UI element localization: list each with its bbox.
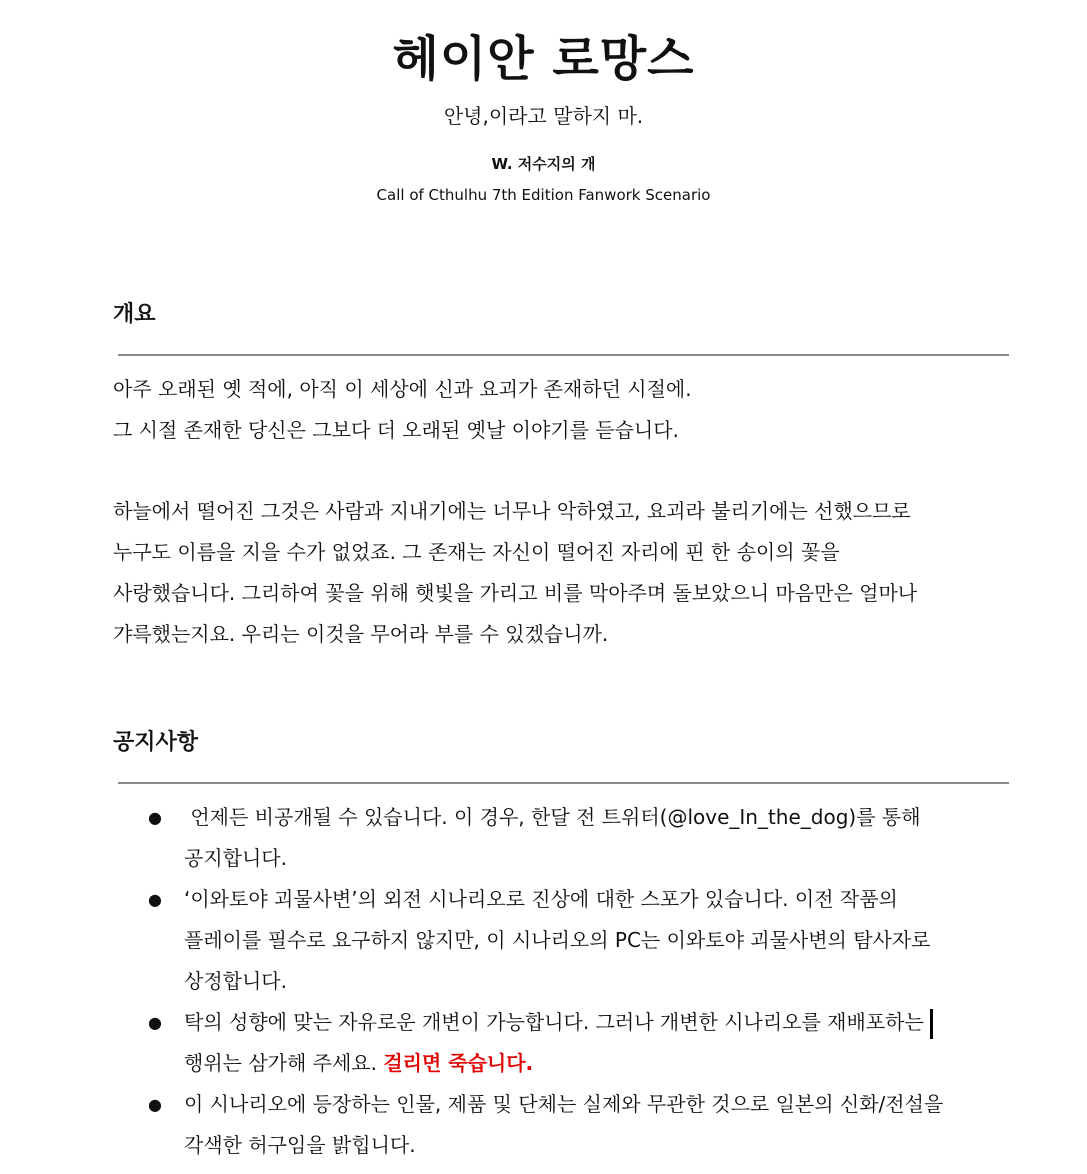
edition-label: Call of Cthulhu 7th Edition Fanwork Scenario [376,186,711,204]
bullet-icon: ● [148,890,162,909]
notice-item-3 [0,1002,1014,1084]
notices-heading: 공지사항 [113,730,199,755]
notice-2-line-1: ‘이와토야 괴물사변’의 외전 시나리오로 진상에 대한 스포가 있습니다. 이전 작품의 [184,887,898,911]
notice-3-line-1: 탁의 성향에 맞는 자유로운 개변이 가능합니다. 그러나 개변한 시나리오를 재배포하는 [184,1010,924,1034]
overview-p2-line-4: 갸륵했는지요. 우리는 이것을 무어라 부를 수 있겠습니까. [113,622,609,646]
notice-3-line-2: 행위는 삼가해 주세요. [184,1051,384,1075]
overview-heading: 개요 [113,302,156,327]
overview-p1-line-2: 그 시절 존재한 당신은 그보다 더 오래된 옛날 이야기를 듣습니다. [113,418,679,442]
bullet-icon: ● [148,1095,162,1114]
page-subtitle: 안녕,이라고 말하지 마. [443,104,644,128]
notice-4-line-2: 각색한 허구임을 밝힙니다. [184,1133,416,1157]
notice-1-line-2: 공지합니다. [184,846,287,870]
overview-p2-line-1: 하늘에서 떨어진 그것은 사람과 지내기에는 너무나 악하였고, 요괴라 불리기에는 선했으므로 [113,499,911,523]
overview-divider [118,354,1009,356]
author-credit: W. 저수지의 개 [491,155,596,173]
notice-2-line-2: 플레이를 필수로 요구하지 않지만, 이 시나리오의 PC는 이와토야 괴물사변의 탐사자로 [184,928,931,952]
text-cursor [930,1009,933,1039]
overview-paragraph-2 [113,491,993,655]
overview-p2-line-2: 누구도 이름을 지을 수가 없었죠. 그 존재는 자신이 떨어진 자리에 핀 한 송이의 꽃을 [113,540,840,564]
notice-item-1 [0,797,1014,879]
notices-list [0,797,1087,1166]
warning-text: 걸리면 죽습니다. [383,1051,534,1075]
notice-1-line-1: 언제든 비공개될 수 있습니다. 이 경우, 한달 전 트위터(@love_In_the_dog)를 통해 [184,805,921,829]
overview-p1-line-1: 아주 오래된 옛 적에, 아직 이 세상에 신과 요괴가 존재하던 시절에. [113,377,692,401]
notice-item-4 [0,1084,1014,1166]
page-title: 헤이안 로망스 [392,31,695,87]
overview-p2-line-3: 사랑했습니다. 그리하여 꽃을 위해 햇빛을 가리고 비를 막아주며 돌보았으니 마음만은 얼마나 [113,581,918,605]
bullet-icon: ● [148,808,162,827]
notice-4-line-1: 이 시나리오에 등장하는 인물, 제품 및 단체는 실제와 무관한 것으로 일본의 신화/전설을 [184,1092,944,1116]
notices-divider [118,782,1009,784]
notice-2-line-3: 상정합니다. [184,969,287,993]
notice-item-2 [0,879,1014,1002]
bullet-icon: ● [148,1013,162,1032]
overview-paragraph-1 [113,369,993,451]
